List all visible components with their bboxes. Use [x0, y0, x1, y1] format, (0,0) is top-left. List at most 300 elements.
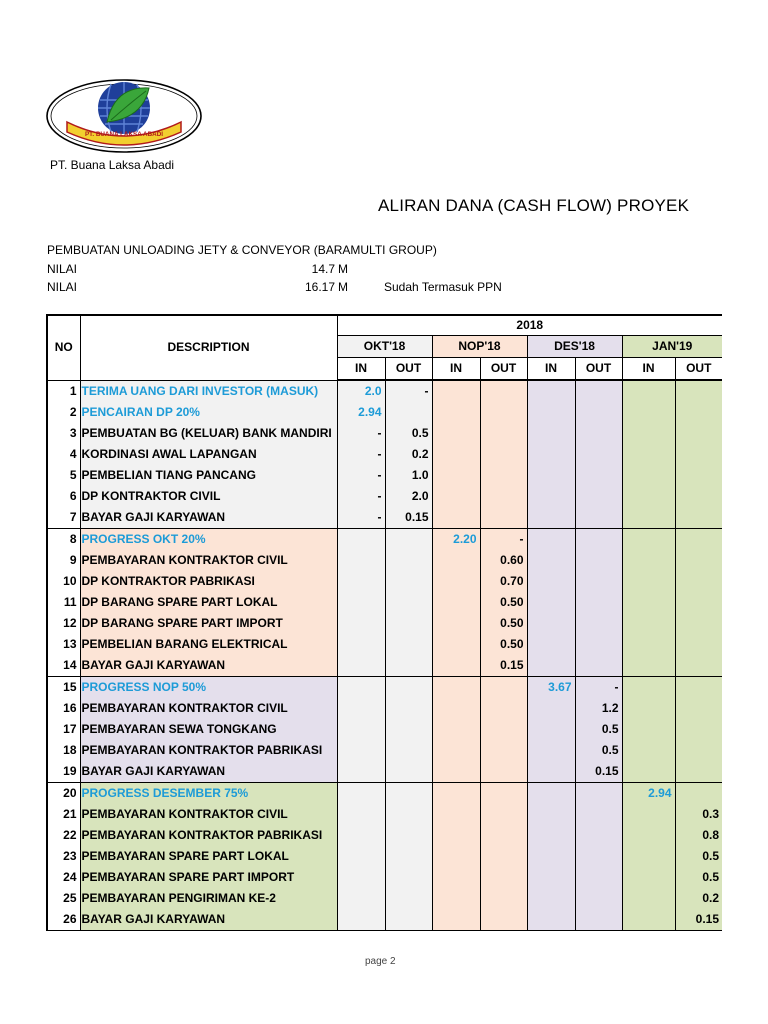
table-row [47, 529, 722, 551]
row-description: KORDINASI AWAL LAPANGAN [80, 444, 337, 465]
cell-out-month-4 [675, 698, 722, 719]
cell-in-month-4 [622, 402, 675, 423]
cell-in-month-3 [527, 423, 575, 444]
cell-out-month-4 [675, 719, 722, 740]
header-out-2: OUT [480, 358, 527, 381]
row-description: PEMBUATAN BG (KELUAR) BANK MANDIRI [80, 423, 337, 444]
cell-in-month-2 [432, 783, 480, 805]
cell-in-month-2 [432, 613, 480, 634]
table-row [47, 592, 722, 613]
cell-in-month-1: - [337, 486, 385, 507]
cell-in-month-4 [622, 655, 675, 677]
cell-in-month-4 [622, 867, 675, 888]
cell-in-month-3 [527, 402, 575, 423]
cell-in-month-3 [527, 380, 575, 402]
row-description: PEMBELIAN TIANG PANCANG [80, 465, 337, 486]
cell-in-month-2 [432, 740, 480, 761]
cell-in-month-1 [337, 655, 385, 677]
cell-out-month-3: 1.2 [575, 698, 622, 719]
cell-in-month-2 [432, 444, 480, 465]
cell-out-month-3 [575, 783, 622, 805]
cell-in-month-4 [622, 444, 675, 465]
row-number: 15 [47, 677, 80, 699]
row-description: PEMBAYARAN KONTRAKTOR PABRIKASI [80, 740, 337, 761]
cell-out-month-2 [480, 507, 527, 529]
cell-out-month-1 [385, 613, 432, 634]
cell-in-month-1: 2.0 [337, 380, 385, 402]
cell-out-month-4 [675, 423, 722, 444]
cell-out-month-1: 0.15 [385, 507, 432, 529]
table-row [47, 571, 722, 592]
cell-out-month-4 [675, 402, 722, 423]
cell-in-month-1 [337, 909, 385, 931]
cell-out-month-3 [575, 550, 622, 571]
cell-in-month-4 [622, 507, 675, 529]
cell-out-month-1 [385, 550, 432, 571]
cell-in-month-2 [432, 698, 480, 719]
cell-in-month-3 [527, 444, 575, 465]
cell-out-month-2 [480, 761, 527, 783]
cell-out-month-3 [575, 486, 622, 507]
row-description: PEMBAYARAN SPARE PART IMPORT [80, 867, 337, 888]
cell-in-month-1 [337, 888, 385, 909]
table-row [47, 423, 722, 444]
row-description: BAYAR GAJI KARYAWAN [80, 761, 337, 783]
cell-out-month-2: 0.50 [480, 634, 527, 655]
row-description: PEMBAYARAN KONTRAKTOR PABRIKASI [80, 825, 337, 846]
cell-in-month-2 [432, 507, 480, 529]
row-description: PEMBAYARAN PENGIRIMAN KE-2 [80, 888, 337, 909]
row-number: 13 [47, 634, 80, 655]
row-number: 21 [47, 804, 80, 825]
cell-in-month-4 [622, 571, 675, 592]
row-number: 11 [47, 592, 80, 613]
cell-out-month-3 [575, 465, 622, 486]
row-number: 24 [47, 867, 80, 888]
header-out-4: OUT [675, 358, 722, 381]
cell-out-month-3: 0.5 [575, 740, 622, 761]
cell-in-month-4 [622, 909, 675, 931]
row-number: 1 [47, 380, 80, 402]
table-row [47, 909, 722, 931]
cell-in-month-2 [432, 465, 480, 486]
row-description: PEMBAYARAN KONTRAKTOR CIVIL [80, 550, 337, 571]
cell-in-month-4 [622, 719, 675, 740]
cell-out-month-1 [385, 719, 432, 740]
table-row [47, 444, 722, 465]
row-number: 14 [47, 655, 80, 677]
cell-in-month-3 [527, 507, 575, 529]
cell-in-month-1 [337, 613, 385, 634]
header-out-3: OUT [575, 358, 622, 381]
cell-in-month-2 [432, 846, 480, 867]
cell-out-month-4 [675, 634, 722, 655]
cell-in-month-2 [432, 761, 480, 783]
cell-out-month-3 [575, 423, 622, 444]
cell-out-month-4: 0.5 [675, 846, 722, 867]
cell-out-month-3 [575, 804, 622, 825]
cell-in-month-1 [337, 719, 385, 740]
cell-in-month-2 [432, 867, 480, 888]
table-row [47, 698, 722, 719]
cell-out-month-1 [385, 634, 432, 655]
cell-out-month-2 [480, 804, 527, 825]
cell-in-month-1 [337, 529, 385, 551]
row-description: DP BARANG SPARE PART IMPORT [80, 613, 337, 634]
cell-in-month-4 [622, 825, 675, 846]
cell-out-month-1: 0.5 [385, 423, 432, 444]
row-number: 26 [47, 909, 80, 931]
table-row [47, 761, 722, 783]
cell-out-month-2 [480, 380, 527, 402]
cell-out-month-3 [575, 402, 622, 423]
cell-in-month-1 [337, 571, 385, 592]
header-in-2: IN [432, 358, 480, 381]
cell-in-month-1: - [337, 423, 385, 444]
cell-in-month-2 [432, 825, 480, 846]
cell-out-month-2 [480, 423, 527, 444]
cell-out-month-3 [575, 380, 622, 402]
cell-out-month-3 [575, 867, 622, 888]
row-description: PENCAIRAN DP 20% [80, 402, 337, 423]
cell-in-month-3 [527, 698, 575, 719]
row-description: BAYAR GAJI KARYAWAN [80, 507, 337, 529]
row-number: 20 [47, 783, 80, 805]
cell-out-month-2 [480, 740, 527, 761]
cell-in-month-2 [432, 571, 480, 592]
cell-out-month-3 [575, 507, 622, 529]
cell-in-month-3: 3.67 [527, 677, 575, 699]
cell-out-month-3 [575, 613, 622, 634]
cell-out-month-2: 0.50 [480, 592, 527, 613]
cell-out-month-4 [675, 380, 722, 402]
value-label-2: NILAI [47, 280, 78, 294]
cash-flow-table [46, 314, 722, 931]
row-description: DP KONTRAKTOR PABRIKASI [80, 571, 337, 592]
project-name: PEMBUATAN UNLOADING JETY & CONVEYOR (BARAMULTI GROUP) [47, 243, 437, 257]
cell-out-month-2: - [480, 529, 527, 551]
row-number: 7 [47, 507, 80, 529]
cell-out-month-1: 2.0 [385, 486, 432, 507]
cell-out-month-2 [480, 719, 527, 740]
cell-in-month-4 [622, 804, 675, 825]
cell-in-month-2 [432, 719, 480, 740]
cell-in-month-1 [337, 592, 385, 613]
cell-in-month-4: 2.94 [622, 783, 675, 805]
table-row [47, 804, 722, 825]
cell-out-month-2 [480, 486, 527, 507]
table-row [47, 402, 722, 423]
cell-out-month-4: 0.3 [675, 804, 722, 825]
row-number: 4 [47, 444, 80, 465]
table-row [47, 486, 722, 507]
cell-out-month-2: 0.70 [480, 571, 527, 592]
cell-in-month-4 [622, 740, 675, 761]
cell-out-month-4 [675, 529, 722, 551]
cell-out-month-1 [385, 529, 432, 551]
cell-in-month-1: - [337, 465, 385, 486]
cell-out-month-4 [675, 550, 722, 571]
cell-in-month-3 [527, 825, 575, 846]
cell-out-month-4 [675, 486, 722, 507]
cell-in-month-3 [527, 888, 575, 909]
value-2: 16.17 [304, 280, 335, 294]
header-out-1: OUT [385, 358, 432, 381]
cell-out-month-1 [385, 761, 432, 783]
value-unit-1: M [338, 262, 348, 276]
cell-out-month-3 [575, 888, 622, 909]
cell-in-month-2 [432, 804, 480, 825]
cell-out-month-3 [575, 529, 622, 551]
value-label-1: NILAI [47, 262, 78, 276]
cell-in-month-3 [527, 634, 575, 655]
table-row [47, 740, 722, 761]
row-description: BAYAR GAJI KARYAWAN [80, 909, 337, 931]
table-row [47, 634, 722, 655]
table-row [47, 507, 722, 529]
cell-in-month-3 [527, 719, 575, 740]
cell-out-month-1 [385, 592, 432, 613]
table-row [47, 550, 722, 571]
cell-in-month-3 [527, 571, 575, 592]
cell-in-month-1 [337, 740, 385, 761]
cell-out-month-4 [675, 761, 722, 783]
header-month-4: JAN'19 [622, 336, 722, 358]
row-number: 9 [47, 550, 80, 571]
cell-in-month-4 [622, 423, 675, 444]
cell-in-month-2 [432, 592, 480, 613]
cell-out-month-2 [480, 867, 527, 888]
cell-in-month-1 [337, 825, 385, 846]
cell-out-month-1 [385, 846, 432, 867]
cell-in-month-2 [432, 486, 480, 507]
cell-in-month-1 [337, 761, 385, 783]
cell-out-month-4 [675, 655, 722, 677]
cell-out-month-2 [480, 783, 527, 805]
table-row [47, 719, 722, 740]
cell-out-month-4: 0.5 [675, 867, 722, 888]
cell-out-month-1 [385, 783, 432, 805]
table-row [47, 465, 722, 486]
table-row [47, 888, 722, 909]
cell-out-month-1 [385, 867, 432, 888]
row-number: 12 [47, 613, 80, 634]
cell-out-month-2: 0.50 [480, 613, 527, 634]
cell-out-month-1: 0.2 [385, 444, 432, 465]
table-row [47, 867, 722, 888]
cell-in-month-4 [622, 465, 675, 486]
cell-in-month-2 [432, 909, 480, 931]
cell-out-month-3: - [575, 677, 622, 699]
cell-in-month-2 [432, 677, 480, 699]
row-number: 2 [47, 402, 80, 423]
header-no: NO [47, 315, 80, 380]
cell-out-month-1 [385, 909, 432, 931]
cell-out-month-1 [385, 571, 432, 592]
value-1: 14.7 [311, 262, 335, 276]
header-description: DESCRIPTION [80, 315, 337, 380]
cell-in-month-4 [622, 846, 675, 867]
row-number: 18 [47, 740, 80, 761]
cell-out-month-3 [575, 571, 622, 592]
cell-in-month-2 [432, 634, 480, 655]
cell-out-month-2 [480, 888, 527, 909]
row-number: 3 [47, 423, 80, 444]
cell-out-month-4 [675, 677, 722, 699]
cell-in-month-1 [337, 634, 385, 655]
value-note: Sudah Termasuk PPN [384, 280, 502, 294]
company-name: PT. Buana Laksa Abadi [50, 158, 175, 172]
row-number: 16 [47, 698, 80, 719]
cell-in-month-2 [432, 888, 480, 909]
cell-in-month-1 [337, 783, 385, 805]
row-description: PROGRESS DESEMBER 75% [80, 783, 337, 805]
cell-out-month-2: 0.60 [480, 550, 527, 571]
cell-out-month-3: 0.5 [575, 719, 622, 740]
cell-out-month-2 [480, 402, 527, 423]
table-row [47, 825, 722, 846]
cell-in-month-4 [622, 634, 675, 655]
cell-in-month-3 [527, 740, 575, 761]
cell-in-month-2: 2.20 [432, 529, 480, 551]
row-number: 5 [47, 465, 80, 486]
cell-in-month-2 [432, 402, 480, 423]
cell-in-month-1: - [337, 507, 385, 529]
cell-out-month-4: 0.15 [675, 909, 722, 931]
cell-out-month-4 [675, 571, 722, 592]
row-number: 25 [47, 888, 80, 909]
logo-text: PT. BUANA LAKSA ABADI [84, 131, 164, 138]
table-row [47, 846, 722, 867]
cell-in-month-3 [527, 550, 575, 571]
row-number: 23 [47, 846, 80, 867]
row-number: 6 [47, 486, 80, 507]
row-description: TERIMA UANG DARI INVESTOR (MASUK) [80, 380, 337, 402]
row-description: PEMBAYARAN SEWA TONGKANG [80, 719, 337, 740]
row-description: PEMBELIAN BARANG ELEKTRICAL [80, 634, 337, 655]
cell-in-month-3 [527, 867, 575, 888]
row-number: 10 [47, 571, 80, 592]
page-footer: page 2 [365, 956, 396, 967]
cell-in-month-1: - [337, 444, 385, 465]
cell-out-month-3 [575, 444, 622, 465]
cell-out-month-3 [575, 846, 622, 867]
cell-in-month-4 [622, 550, 675, 571]
cell-out-month-4: 0.2 [675, 888, 722, 909]
cell-out-month-4 [675, 740, 722, 761]
cell-in-month-2 [432, 380, 480, 402]
cell-in-month-1 [337, 804, 385, 825]
cell-out-month-1 [385, 888, 432, 909]
row-number: 22 [47, 825, 80, 846]
cell-in-month-4 [622, 677, 675, 699]
cell-out-month-2 [480, 846, 527, 867]
cell-in-month-1 [337, 550, 385, 571]
cell-in-month-1 [337, 677, 385, 699]
cell-in-month-4 [622, 529, 675, 551]
cell-in-month-1 [337, 698, 385, 719]
cell-in-month-3 [527, 783, 575, 805]
cell-out-month-2 [480, 677, 527, 699]
cell-out-month-1 [385, 698, 432, 719]
row-description: PROGRESS NOP 50% [80, 677, 337, 699]
cell-out-month-2 [480, 444, 527, 465]
cell-in-month-1 [337, 846, 385, 867]
cell-in-month-4 [622, 380, 675, 402]
cell-out-month-4 [675, 613, 722, 634]
cell-out-month-4: 0.8 [675, 825, 722, 846]
cell-in-month-4 [622, 592, 675, 613]
row-description: PEMBAYARAN KONTRAKTOR CIVIL [80, 698, 337, 719]
value-unit-2: M [338, 280, 348, 294]
cell-out-month-4 [675, 783, 722, 805]
cell-out-month-1 [385, 825, 432, 846]
cell-out-month-2: 0.15 [480, 655, 527, 677]
cell-out-month-2 [480, 465, 527, 486]
header-month-1: OKT'18 [337, 336, 432, 358]
row-number: 8 [47, 529, 80, 551]
table-row [47, 677, 722, 699]
row-description: PEMBAYARAN SPARE PART LOKAL [80, 846, 337, 867]
value-line-1 [47, 262, 647, 278]
row-description: DP BARANG SPARE PART LOKAL [80, 592, 337, 613]
value-line-2 [47, 280, 647, 296]
cell-out-month-1 [385, 677, 432, 699]
cell-out-month-4 [675, 444, 722, 465]
cell-in-month-3 [527, 909, 575, 931]
cell-in-month-3 [527, 655, 575, 677]
cell-in-month-3 [527, 529, 575, 551]
document-title: ALIRAN DANA (CASH FLOW) PROYEK [378, 196, 690, 215]
cell-out-month-3 [575, 655, 622, 677]
cell-out-month-4 [675, 507, 722, 529]
cell-in-month-4 [622, 888, 675, 909]
cell-out-month-4 [675, 592, 722, 613]
cell-out-month-3: 0.15 [575, 761, 622, 783]
cell-in-month-3 [527, 761, 575, 783]
table-row [47, 783, 722, 805]
cell-in-month-4 [622, 486, 675, 507]
cell-in-month-1: 2.94 [337, 402, 385, 423]
cell-in-month-4 [622, 613, 675, 634]
header-in-3: IN [527, 358, 575, 381]
cell-out-month-1: 1.0 [385, 465, 432, 486]
cell-in-month-3 [527, 465, 575, 486]
row-number: 19 [47, 761, 80, 783]
cell-out-month-2 [480, 909, 527, 931]
cell-out-month-3 [575, 909, 622, 931]
cell-out-month-1: - [385, 380, 432, 402]
table-row [47, 655, 722, 677]
header-in-1: IN [337, 358, 385, 381]
header-year: 2018 [337, 315, 722, 336]
row-description: DP KONTRAKTOR CIVIL [80, 486, 337, 507]
row-description: PROGRESS OKT 20% [80, 529, 337, 551]
cell-out-month-2 [480, 698, 527, 719]
company-logo [45, 78, 203, 154]
cell-out-month-4 [675, 465, 722, 486]
cell-in-month-3 [527, 486, 575, 507]
cell-out-month-1 [385, 804, 432, 825]
cell-in-month-4 [622, 761, 675, 783]
row-number: 17 [47, 719, 80, 740]
cell-in-month-4 [622, 698, 675, 719]
cell-out-month-1 [385, 740, 432, 761]
cell-in-month-2 [432, 423, 480, 444]
cell-in-month-3 [527, 613, 575, 634]
cell-out-month-3 [575, 634, 622, 655]
header-month-3: DES'18 [527, 336, 622, 358]
